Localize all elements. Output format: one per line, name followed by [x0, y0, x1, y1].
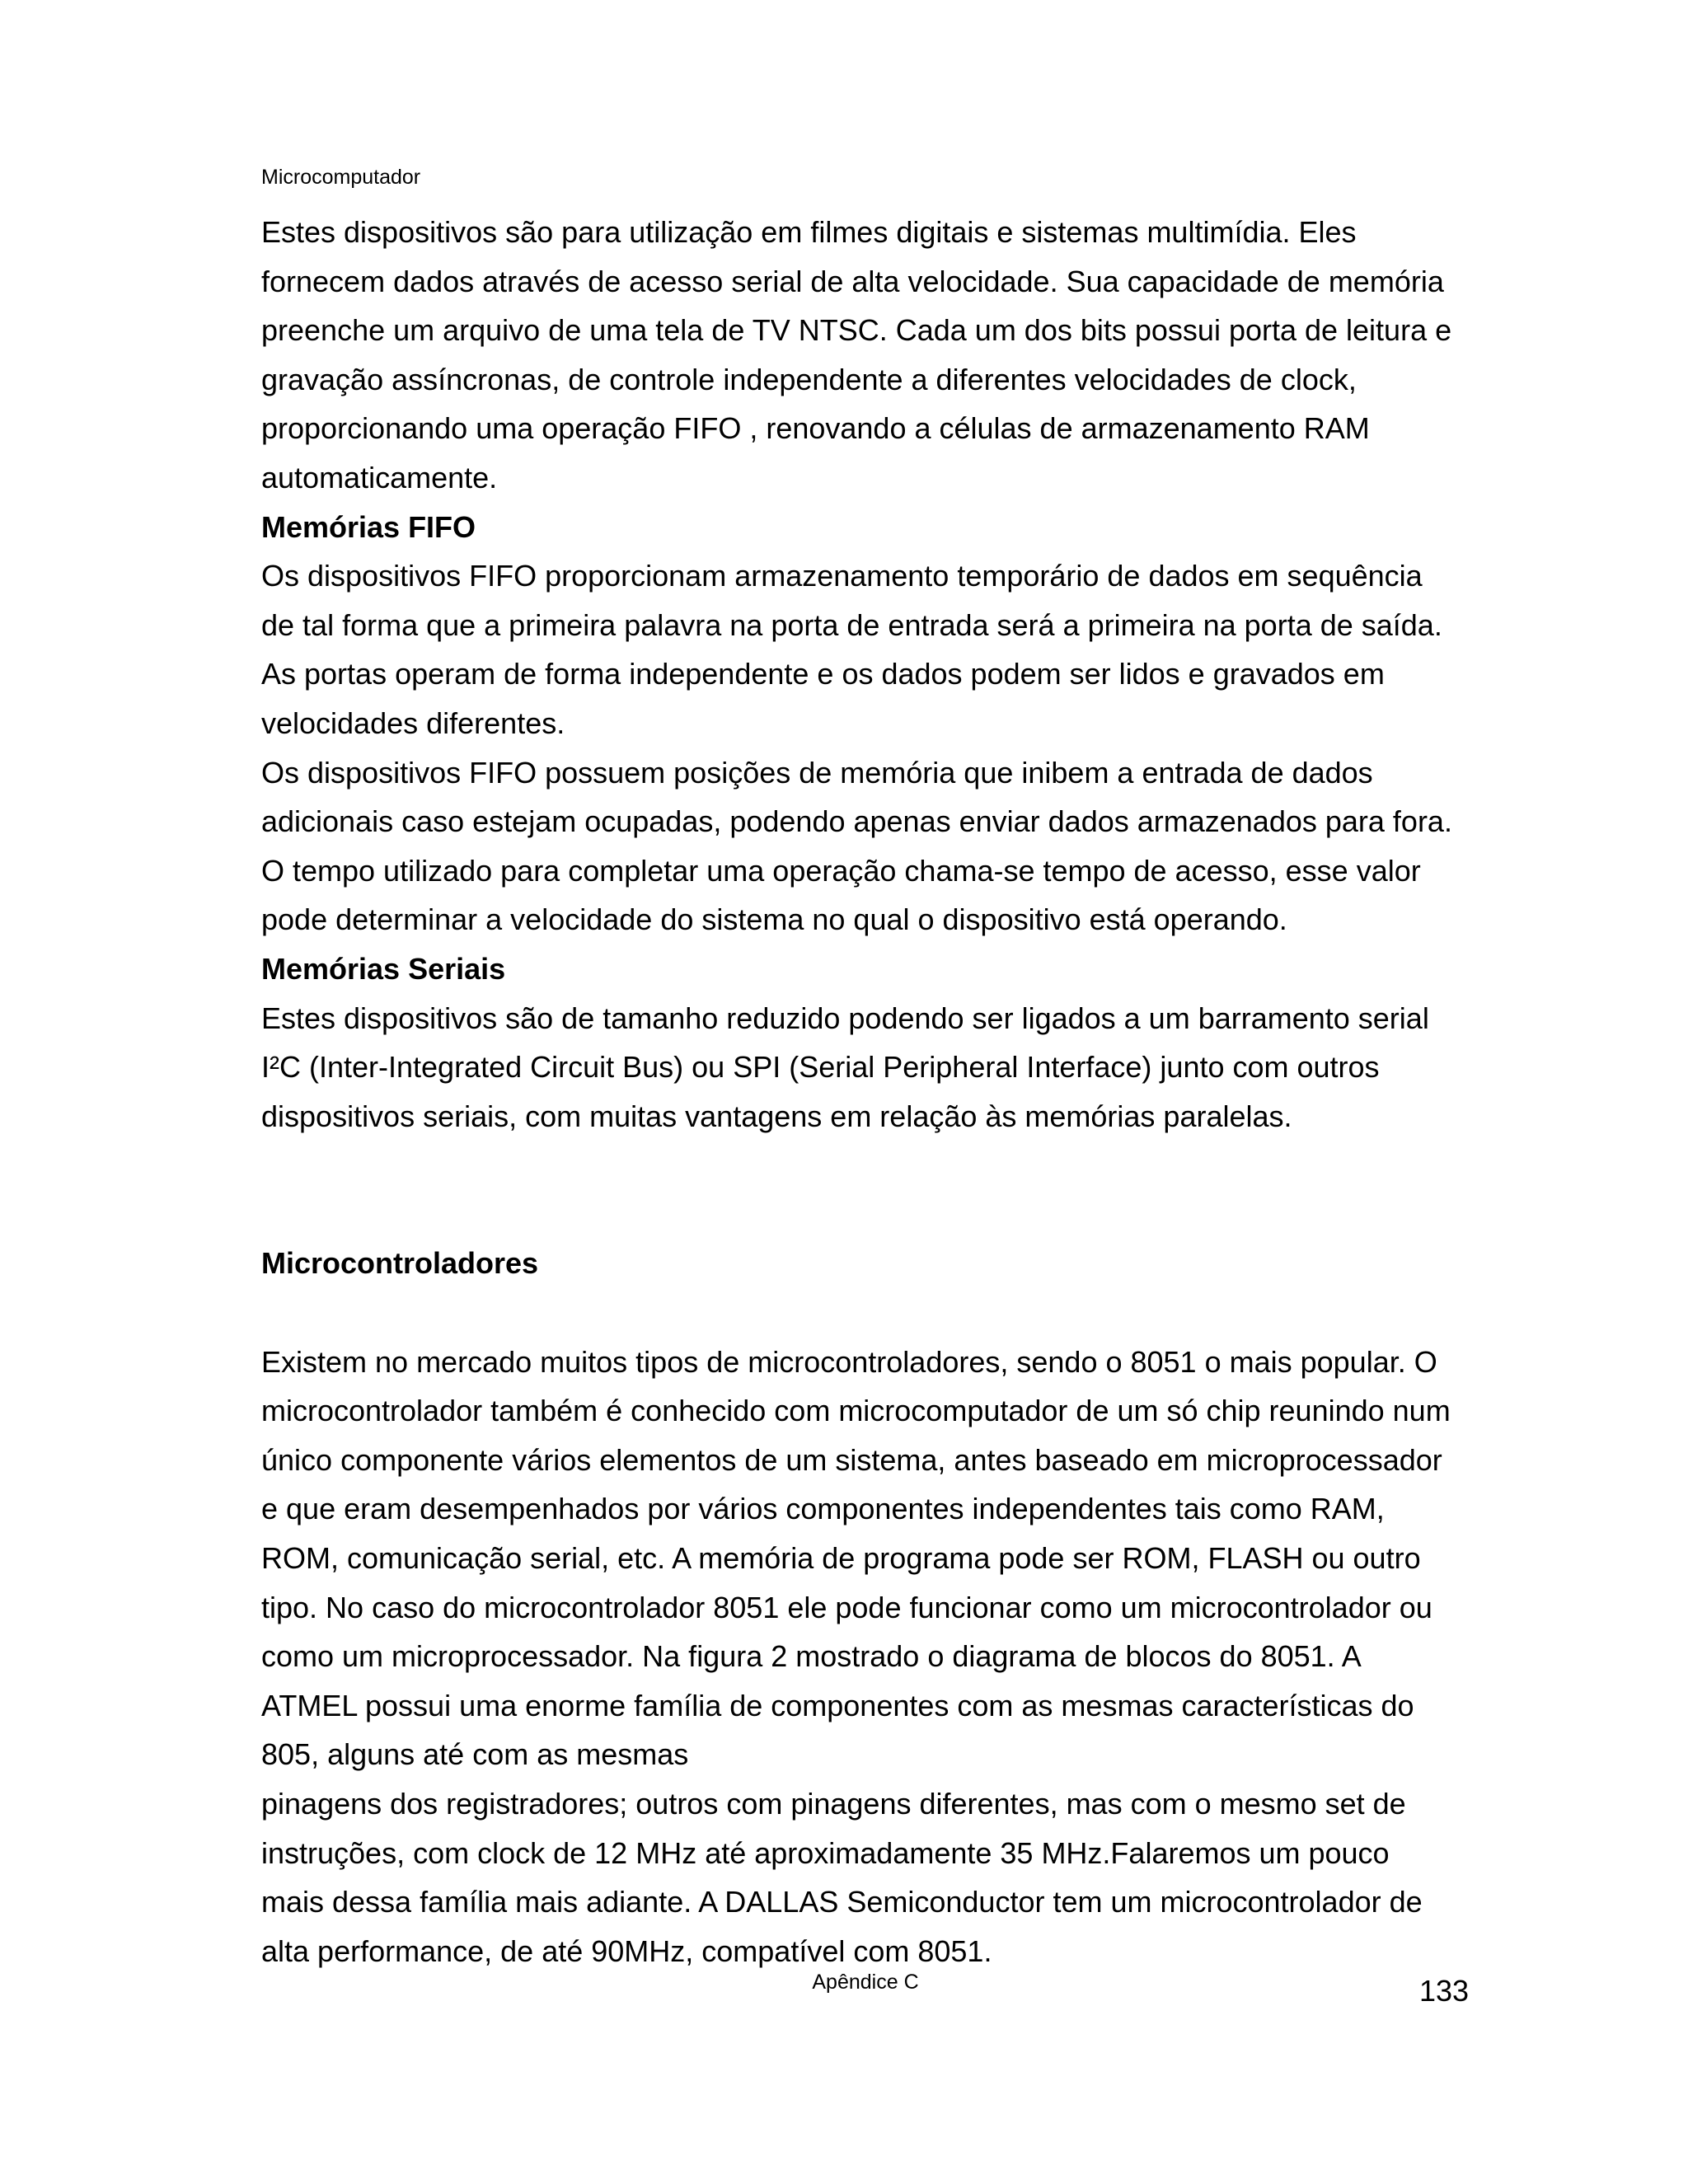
- text-line: tipo. No caso do microcontrolador 8051 ele pode funcionar como um microcontrolador ou: [261, 1590, 1432, 1624]
- text-line: proporcionando uma operação FIFO , renovando a células de armazenamento RAM: [261, 411, 1370, 446]
- section-heading-microcontroladores: Microcontroladores: [261, 1246, 539, 1281]
- text-line: fornecem dados através de acesso serial de alta velocidade. Sua capacidade de memória: [261, 264, 1444, 298]
- spacer: [261, 1141, 1481, 1239]
- text-line: ATMEL possui uma enorme família de componentes com as mesmas características do: [261, 1688, 1414, 1722]
- microcontroladores-section: [261, 1338, 1481, 1976]
- text-line: preenche um arquivo de uma tela de TV NTSC. Cada um dos bits possui porta de leitura e: [261, 313, 1452, 348]
- text-line: I²C (Inter-Integrated Circuit Bus) ou SPI (Serial Peripheral Interface) junto com outros: [261, 1050, 1380, 1085]
- section-heading-fifo: Memórias FIFO: [261, 509, 476, 544]
- text-line: Os dispositivos FIFO possuem posições de memória que inibem a entrada de dados: [261, 755, 1373, 790]
- serial-section: [261, 994, 1481, 1141]
- text-line: adicionais caso estejam ocupadas, podendo apenas enviar dados armazenados para fora.: [261, 804, 1452, 839]
- text-line: O tempo utilizado para completar uma operação chama-se tempo de acesso, esse valor: [261, 853, 1421, 888]
- page-number: 133: [1419, 1974, 1470, 2008]
- text-line: microcontrolador também é conhecido com microcomputador de um só chip reunindo num: [261, 1394, 1451, 1428]
- text-line: mais dessa família mais adiante. A DALLAS Semiconductor tem um microcontrolador de: [261, 1885, 1423, 1919]
- running-header: Microcomputador: [261, 166, 421, 189]
- text-line: dispositivos seriais, com muitas vantagens em relação às memórias paralelas.: [261, 1099, 1292, 1133]
- text-line: instruções, com clock de 12 MHz até aproximadamente 35 MHz.Falaremos um pouco: [261, 1835, 1390, 1870]
- text-line: e que eram desempenhados por vários componentes independentes tais como RAM,: [261, 1492, 1385, 1526]
- intro-paragraph: [261, 208, 1481, 503]
- text-line: pode determinar a velocidade do sistema no qual o dispositivo está operando.: [261, 902, 1287, 937]
- body-text: [261, 208, 1481, 1975]
- text-line: como um microprocessador. Na figura 2 mostrado o diagrama de blocos do 8051. A: [261, 1639, 1362, 1674]
- text-line: As portas operam de forma independente e os dados podem ser lidos e gravados em: [261, 657, 1385, 691]
- text-line: de tal forma que a primeira palavra na porta de entrada será a primeira na porta de saída.: [261, 607, 1442, 642]
- text-line: automaticamente.: [261, 460, 498, 494]
- section-heading-serial: Memórias Seriais: [261, 951, 506, 986]
- text-line: ROM, comunicação serial, etc. A memória de programa pode ser ROM, FLASH ou outro: [261, 1541, 1421, 1576]
- text-line: velocidades diferentes.: [261, 705, 565, 740]
- text-line: gravação assíncronas, de controle independente a diferentes velocidades de clock,: [261, 362, 1357, 396]
- text-line: 805, alguns até com as mesmas: [261, 1737, 689, 1772]
- text-line: Os dispositivos FIFO proporcionam armazenamento temporário de dados em sequência: [261, 559, 1423, 593]
- spacer: [261, 1288, 1481, 1338]
- text-line: Estes dispositivos são para utilização em filmes digitais e sistemas multimídia. Eles: [261, 215, 1357, 249]
- text-line: alta performance, de até 90MHz, compatível com 8051.: [261, 1933, 992, 1968]
- footer-appendix-label: Apêndice C: [812, 1971, 919, 1994]
- fifo-section: [261, 551, 1481, 944]
- text-line: pinagens dos registradores; outros com pinagens diferentes, mas com o mesmo set de: [261, 1787, 1406, 1821]
- text-line: único componente vários elementos de um sistema, antes baseado em microprocessador: [261, 1442, 1442, 1477]
- text-line: Estes dispositivos são de tamanho reduzido podendo ser ligados a um barramento serial: [261, 1001, 1429, 1035]
- text-line: Existem no mercado muitos tipos de microcontroladores, sendo o 8051 o mais popular. O: [261, 1344, 1437, 1379]
